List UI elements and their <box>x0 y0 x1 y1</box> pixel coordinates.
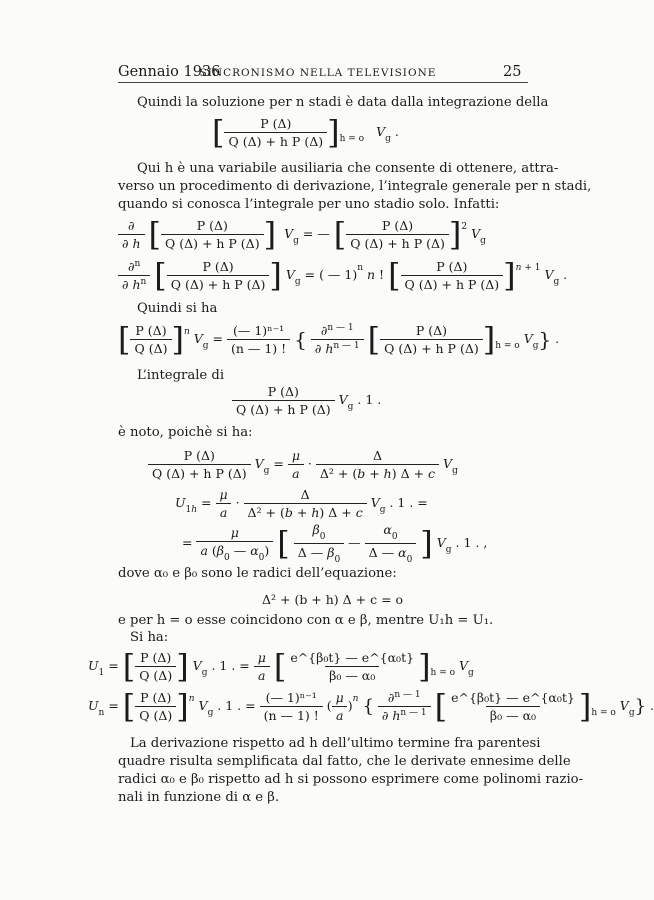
equation-3: $\frac{\partial^n}{\partial h^n}$ [ $\frac{P (\Delta)}{\text{Q (Δ) + h P (Δ)}}$ ] $V_g$ = ( — 1)$^n$ n ! [ $\frac{P (\Delta)}{\text{Q (Δ) + h P (Δ)}}$ ]$^{n + 1}$ $V_g$ . <box>118 259 567 292</box>
eq10-exp-num: e^{β₀t} — e^{α₀t} <box>290 650 415 665</box>
paragraph-9b: quadre risulta semplificata dal fatto, che le derivate ennesime delle <box>118 754 571 769</box>
equation-8: = $\frac{\mu}{a (\beta_0 — \alpha_0)}$ [ $\frac{\beta_0}{\Delta — \beta_0}$ — $\frac{\alpha_0}{\Delta — \alpha_0}$ ] $V_g$ . 1 . , <box>182 522 488 565</box>
paragraph-6: dove α₀ e β₀ sono le radici dell’equazione: <box>118 566 397 581</box>
paragraph-2c: quando si conosca l’integrale per uno stadio solo. Infatti: <box>118 197 500 212</box>
eq3-num: P (Δ) <box>202 259 234 274</box>
eq4-den: Q (Δ) <box>130 339 171 356</box>
eq4-fact-num: (— 1)ⁿ⁻¹ <box>232 323 285 338</box>
paragraph-7: e per h = o esse coincidono con α e β, mentre U₁h = U₁. <box>118 613 494 628</box>
eq1-den: Q (Δ) + h P (Δ) <box>224 132 327 149</box>
paragraph-9d: nali in funzione di α e β. <box>118 790 280 805</box>
eq4b-den: Q (Δ) + h P (Δ) <box>380 339 483 356</box>
eq11-num: P (Δ) <box>140 690 172 705</box>
eq5-den: Q (Δ) + h P (Δ) <box>232 400 335 417</box>
equation-10: $U_1$ = [ $\frac{P (\Delta)}{Q (\Delta)}$ ] $V_g$ . 1 . = $\frac{\mu}{a}$ [ $\frac{\text{e\textasciicircum{}\{β₀t\} — e\textasciicircum{}\{α₀t\}}}{\text{β₀ — α₀}}$ ]$_{h = o}$ $V_g$ <box>88 647 474 686</box>
eq11-fact-num: (— 1)ⁿ⁻¹ <box>265 690 317 705</box>
equation-9: Δ² + (b + h) Δ + c = o <box>262 592 404 607</box>
paragraph-2a: Qui h è una variabile ausiliaria che consente di ottenere, attra- <box>137 161 559 176</box>
eq1-h0: h = o <box>339 134 365 144</box>
paragraph-4: L’integrale di <box>137 368 225 383</box>
paragraph-2b: verso un procedimento di derivazione, l’integrale generale per n stadi, <box>118 179 592 194</box>
eq10-h0: h = o <box>430 668 456 678</box>
header-date: Gennaio 1936 <box>118 64 221 80</box>
equation-7: $U_{1h}$ = $\frac{\mu}{a}$ · $\frac{\Delta}{\text{Δ² + (b + h) Δ + c}}$ $V_g$ . 1 . = <box>175 487 428 520</box>
equation-6: $\frac{P (\Delta)}{\text{Q (Δ) + h P (Δ)}}$ $V_g$ = $\frac{\mu}{a}$ · $\frac{\Delta}{\text{Δ² + (b + h) Δ + c}}$ $V_g$ <box>148 448 458 481</box>
eq4-fact-den: (n — 1) ! <box>227 339 290 356</box>
eq10-exp-den: β₀ — α₀ <box>325 666 379 683</box>
eq1-num: P (Δ) <box>260 116 292 131</box>
equation-2: $\frac{\partial}{\partial h}$ [ $\frac{P (\Delta)}{\text{Q (Δ) + h P (Δ)}}$ ] $V_g$ = — [ $\frac{P (\Delta)}{\text{Q (Δ) + h P (Δ)}}$ ]$^2$ $V_g$ <box>118 218 486 251</box>
eq4-num: P (Δ) <box>135 323 167 338</box>
eq4b-num: P (Δ) <box>415 323 447 338</box>
eq6-den: Q (Δ) + h P (Δ) <box>148 464 251 481</box>
eq3b-den: Q (Δ) + h P (Δ) <box>401 275 504 292</box>
equation-4: [ $\frac{P (\Delta)}{Q (\Delta)}$ ]$^n$ $V_g$ = $\frac{\text{(— 1)ⁿ⁻¹}}{(n — 1) !}$ { $\frac{\partial^{n — 1}}{\partial h^{n — 1}}$ [ $\frac{P (\Delta)}{\text{Q (Δ) + h P (Δ)}}$ ]$_{h = o}$ $V_g$} . <box>118 320 560 359</box>
header-title: SINCRONISMO NELLA TELEVISIONE <box>199 67 437 79</box>
eq11-exp-den: β₀ — α₀ <box>486 706 540 723</box>
paragraph-3: Quindi si ha <box>137 301 218 316</box>
header-rule <box>118 82 528 83</box>
paragraph-1: Quindi la soluzione per n stadi è data dalla integrazione della <box>137 95 549 110</box>
eq11-h0: h = o <box>591 708 616 718</box>
equation-1: [ $\frac{P (\Delta)}{\text{Q (Δ) + h P (Δ)}}$ ]$_{h = o}$ $V_g$ . <box>212 113 399 152</box>
eq3b-num: P (Δ) <box>436 259 468 274</box>
eq2b-den: Q (Δ) + h P (Δ) <box>346 234 449 251</box>
paragraph-8: Si ha: <box>130 630 169 645</box>
paragraph-9c: radici α₀ e β₀ rispetto ad h si possono esprimere come polinomi razio- <box>118 772 584 787</box>
eq2-den: Q (Δ) + h P (Δ) <box>161 234 264 251</box>
eq3-den: Q (Δ) + h P (Δ) <box>167 275 270 292</box>
eq11-den: Q (Δ) <box>135 706 176 723</box>
page-number: 25 <box>503 64 522 80</box>
eq11-fact-den: (n — 1) ! <box>260 706 323 723</box>
eq11-exp-num: e^{β₀t} — e^{α₀t} <box>451 690 575 705</box>
paragraph-5: è noto, poichè si ha: <box>118 425 253 440</box>
equation-5: $\frac{P (\Delta)}{\text{Q (Δ) + h P (Δ)}}$ $V_g$ . 1 . <box>232 384 381 417</box>
eq4-h0: h = o <box>495 341 520 351</box>
eq5-num: P (Δ) <box>267 384 299 399</box>
eq2b-num: P (Δ) <box>381 218 414 233</box>
eq2-num: P (Δ) <box>196 218 228 233</box>
equation-11: $U_n$ = [ $\frac{P (\Delta)}{Q (\Delta)}$ ]$^n$ $V_g$ . 1 . = $\frac{\text{(— 1)ⁿ⁻¹}}{(n — 1) !}$ ( $\frac{\mu}{a}$ )$^n$ { $\frac{\partial^{n — 1}}{\partial h^{n — 1}}$ [ $\frac{\text{e\textasciicircum{}\{β₀t\} — e\textasciicircum{}\{α₀t\}}}{\text{β₀ — α₀}}$ ]$_{h = o}$ $V_g$} . <box>88 687 654 726</box>
eq10-den: Q (Δ) <box>135 666 176 683</box>
paragraph-9a: La derivazione rispetto ad h dell’ultimo termine fra parentesi <box>130 736 541 751</box>
eq6-num: P (Δ) <box>183 448 215 463</box>
eq10-num: P (Δ) <box>140 650 172 665</box>
